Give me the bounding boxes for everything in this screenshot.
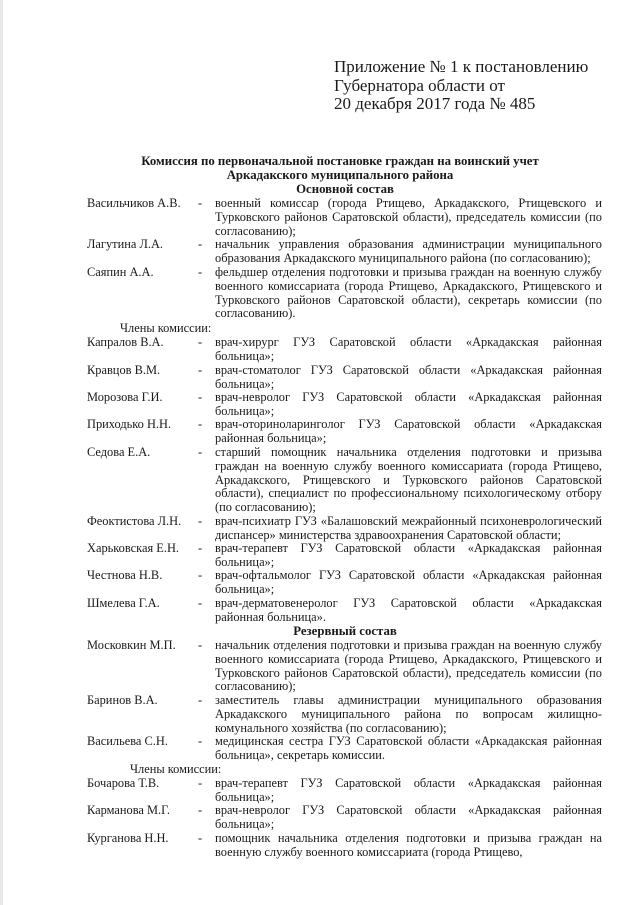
person-role: военный комиссар (города Ртищево, Аркадакского, Ртищевского и Турковского районов Саратовской области), председатель комиссии (по согласованию); [215, 196, 602, 238]
dash: - [198, 803, 203, 817]
person-name: Лагутина Л.А. [87, 237, 164, 251]
person-name: Баринов В.А. [87, 693, 158, 707]
person-name: Бочарова Т.В. [87, 776, 160, 790]
dash: - [198, 514, 203, 528]
person-name: Московкин М.П. [87, 638, 176, 652]
dash: - [198, 417, 203, 431]
person-role: врач-терапевт ГУЗ Саратовской области «Аркадакская районная больница»; [215, 776, 602, 804]
person-name: Саяпин А.А. [87, 265, 154, 279]
dash: - [198, 734, 203, 748]
person-role: фельдшер отделения подготовки и призыва граждан на военную службу военного комиссариата (города Ртищево, Аркадакского, Ртищевского и Турковского районов Саратовской области), секретарь комиссии (по согласованию). [215, 265, 602, 321]
person-name: Васильчиков А.В. [87, 196, 181, 210]
person-role: врач-стоматолог ГУЗ Саратовской области «Аркадакская районная больница»; [215, 363, 602, 391]
dash: - [198, 638, 203, 652]
scan-edge [0, 0, 3, 905]
main-section-heading: Основной состав [296, 182, 394, 196]
person-name: Феоктистова Л.Н. [87, 514, 182, 528]
person-name: Васильева С.Н. [87, 734, 168, 748]
person-name: Кравцов В.М. [87, 363, 161, 377]
dash: - [198, 693, 203, 707]
members-label: Члены комиссии: [120, 321, 212, 335]
commission-title [110, 155, 570, 183]
person-role: старший помощник начальника отделения подготовки и призыва граждан на военную службу военного комиссариата (города Ртищево, Аркадакского, Ртищевского и Турковского районов Саратовской области), специалист по профессиональному психологическому отбору (по согласованию); [215, 445, 602, 515]
dash: - [198, 335, 203, 349]
annex-line-3: 20 декабря 2017 года № 485 [334, 94, 536, 113]
person-role: врач-психиатр ГУЗ «Балашовский межрайонный психоневрологический диспансер» министерства здравоохранения Саратовской области; [215, 514, 602, 542]
annex-line-2: Губернатора области от [334, 75, 505, 95]
dash: - [198, 776, 203, 790]
dash: - [198, 445, 203, 459]
dash: - [198, 541, 203, 555]
person-role: врач-оториноларинголог ГУЗ Саратовской области «Аркадакская районная больница»; [215, 417, 602, 445]
dash: - [198, 596, 203, 610]
dash: - [198, 363, 203, 377]
person-role: врач-невролог ГУЗ Саратовской области «Аркадакская районная больница»; [215, 390, 602, 418]
person-name: Морозова Г.И. [87, 390, 163, 404]
dash: - [198, 568, 203, 582]
person-name: Шмелева Г.А. [87, 596, 160, 610]
person-name: Карманова М.Г. [87, 803, 170, 817]
person-name: Приходько Н.Н. [87, 417, 172, 431]
annex-line-1: Приложение № 1 к постановлению [334, 57, 589, 76]
person-role: врач-невролог ГУЗ Саратовской области «Аркадакская районная больница»; [215, 803, 602, 831]
dash: - [198, 196, 203, 210]
dash: - [198, 265, 203, 279]
dash: - [198, 237, 203, 251]
person-role: начальник отделения подготовки и призыва граждан на военную службу военного комиссариата (города Ртищево, Аркадакского, Ртищевского и Турковского районов Саратовской области), председатель комиссии (по согласованию); [215, 638, 602, 694]
person-name: Капралов В.А. [87, 335, 164, 349]
person-role: врач-дерматовенеролог ГУЗ Саратовской области «Аркадакская районная больница». [215, 596, 602, 624]
person-name: Честнова Н.В. [87, 568, 163, 582]
annex-header [334, 58, 624, 114]
person-role: врач-терапевт ГУЗ Саратовской области «Аркадакская районная больница»; [215, 541, 602, 569]
person-name: Седова Е.А. [87, 445, 151, 459]
person-role: начальник управления образования администрации муниципального образования Аркадакского муниципального района (по согласованию); [215, 237, 602, 265]
title-line-1: Комиссия по первоначальной постановке граждан на воинский учет [141, 154, 539, 168]
title-line-2: Аркадакского муниципального района [226, 167, 454, 182]
reserve-section-heading: Резервный состав [293, 624, 397, 638]
person-role: помощник начальника отделения подготовки и призыва граждан на военную службу военного комиссариата (города Ртищево, [215, 831, 602, 859]
dash: - [198, 390, 203, 404]
person-name: Харьковская Е.Н. [87, 541, 179, 555]
members-label: Члены комиссии: [130, 762, 222, 776]
person-name: Курганова Н.Н. [87, 831, 169, 845]
person-role: врач-хирург ГУЗ Саратовской области «Аркадакская районная больница»; [215, 335, 602, 363]
person-role: медицинская сестра ГУЗ Саратовской области «Аркадакская районная больница», секретарь комиссии. [215, 734, 602, 762]
person-role: врач-офтальмолог ГУЗ Саратовской области «Аркадакская районная больница»; [215, 568, 602, 596]
dash: - [198, 831, 203, 845]
person-role: заместитель главы администрации муниципального образования Аркадакского муниципального района по вопросам жилищно-комунального хозяйства (по согласованию); [215, 693, 602, 735]
